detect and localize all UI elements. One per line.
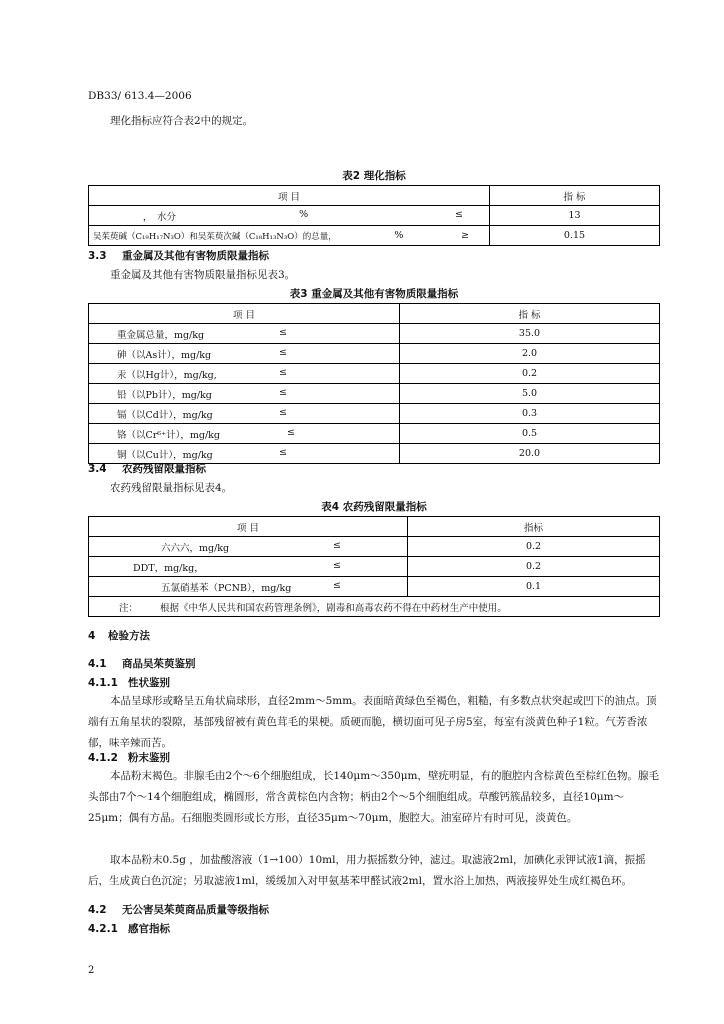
section-4-2-heading: 4.2 无公害吴茱萸商品质量等级指标 — [88, 904, 269, 916]
table-cell-item: DDT，mg/kg， ≤ — [89, 557, 408, 577]
table-cell-value: 5.0 — [400, 384, 660, 404]
table-row — [89, 424, 660, 444]
table-cell-item: 镉（以Cd计），mg/kg ≤ — [89, 404, 400, 424]
table-header-item: 项 目 — [89, 304, 400, 324]
table-cell-value: 0.5 — [400, 424, 660, 444]
table-header-value: 指 标 — [400, 304, 660, 324]
table-header-item: 项 目 — [89, 517, 408, 537]
table-cell-value: 0.15 — [490, 226, 660, 246]
section-4-1-2-heading: 4.1.2 粉末鉴别 — [88, 752, 170, 764]
table-header-row — [89, 186, 660, 206]
section-3-3-heading: 3.3 重金属及其他有害物质限量指标 — [88, 250, 269, 262]
section-4-2-1-heading: 4.2.1 感官指标 — [88, 923, 170, 935]
item-name: 吴茱萸碱（C₁₉H₁₇N₃O）和吴茱萸次碱（C₁₈H₁₃N₃O）的总量， — [93, 231, 337, 242]
item-unit: % — [299, 208, 309, 220]
table-header-value: 指 标 — [490, 186, 660, 206]
table-cell-item: 砷（以As计），mg/kg ≤ — [89, 344, 400, 364]
table-cell-value: 35.0 — [400, 324, 660, 344]
table-cell-item: 重金属总量，mg/kg ≤ — [89, 324, 400, 344]
table-row — [89, 384, 660, 404]
table-cell-value: 0.2 — [408, 557, 660, 577]
item-operator: ≥ — [461, 229, 469, 241]
table-cell-item — [89, 206, 490, 226]
table-note-row — [89, 597, 660, 617]
section-3-3-text: 重金属及其他有害物质限量指标见表3。 — [110, 269, 296, 281]
section-4-1-heading: 4.1 商品吴茱萸鉴别 — [88, 658, 196, 670]
table-cell-item: 六六六，mg/kg ≤ — [89, 537, 408, 557]
section-4-heading: 4 检验方法 — [88, 630, 150, 642]
table2-caption: 表2 理化指标 — [342, 170, 406, 182]
table4 — [88, 516, 660, 617]
table-row — [89, 206, 660, 226]
table-cell-value: 0.2 — [408, 537, 660, 557]
table-header-item: 项 目 — [89, 186, 490, 206]
item-sep: ， — [142, 211, 153, 223]
table-cell-item: 五氯硝基苯（PCNB），mg/kg ≤ — [89, 577, 408, 597]
table-cell-item — [89, 226, 490, 246]
table-cell-item: 汞（以Hg计），mg/kg, ≤ — [89, 364, 400, 384]
intro-text: 理化指标应符合表2中的规定。 — [110, 115, 254, 127]
section-4-1-1-heading: 4.1.1 性状鉴别 — [88, 677, 170, 689]
table-cell-value: 0.1 — [408, 577, 660, 597]
table-cell-value: 0.2 — [400, 364, 660, 384]
section-4-1-1-text: 本品呈球形或略呈五角状扁球形，直径2mm～5mm。表面暗黄绿色至褐色，粗糙，有多数点状突起或凹下的油点。顶端有五角星状的裂隙，基部残留被有黄色茸毛的果梗。质硬而脆，横切面可见子房5室，每室有淡黄色种子1粒。气芳香浓郁，味辛辣而苦。 — [88, 695, 657, 749]
table-cell-value: 0.3 — [400, 404, 660, 424]
table-cell-item: 铅（以Pb计），mg/kg ≤ — [89, 384, 400, 404]
table-header-row — [89, 304, 660, 324]
table-row — [89, 577, 660, 597]
table4-caption: 表4 农药残留限量指标 — [321, 501, 427, 513]
table3 — [88, 303, 660, 464]
table-row — [89, 537, 660, 557]
table-cell-item: 铜（以Cu计），mg/kg ≤ — [89, 444, 400, 464]
table-cell-item: 铬（以Cr⁶⁺计），mg/kg ≤ — [89, 424, 400, 444]
table-row — [89, 364, 660, 384]
section-3-4-heading: 3.4 农药残留限量指标 — [88, 463, 206, 475]
table-row — [89, 344, 660, 364]
section-4-1-2-text-2: 取本品粉末0.5g ，加盐酸溶液（1→100）10ml，用力振摇数分钟，滤过。取滤液2ml，加碘化汞钾试液1滴，振摇后，生成黄白色沉淀；另取滤液1ml，缓缓加入对甲氨基苯甲醛试液2ml，置水浴上加热，两液接界处生成红褐色环。 — [88, 854, 646, 887]
table-header-value: 指标 — [408, 517, 660, 537]
table-cell-value: 2.0 — [400, 344, 660, 364]
table3-caption: 表3 重金属及其他有害物质限量指标 — [289, 288, 459, 300]
table-note: 注： 根据《中华人民共和国农药管理条例》，剧毒和高毒农药不得在中药材生产中使用。 — [89, 597, 660, 617]
table-row — [89, 404, 660, 424]
section-3-4-text: 农药残留限量指标见表4。 — [110, 482, 233, 494]
table-row — [89, 324, 660, 344]
page-number: 2 — [88, 965, 95, 976]
item-unit: % — [394, 229, 404, 241]
table-row — [89, 226, 660, 246]
document-id: DB33/ 613.4—2006 — [88, 90, 192, 102]
table2 — [88, 185, 660, 246]
item-name: 水分 — [157, 211, 177, 223]
table-row — [89, 557, 660, 577]
item-operator: ≤ — [455, 208, 463, 220]
section-4-1-2-text: 本品粉末褐色。非腺毛由2个～6个细胞组成，长140μm～350μm，壁疣明显，有的胞腔内含棕黄色至棕红色物。腺毛头部由7个～14个细胞组成，椭圆形，常含黄棕色内含物；柄由2个～5个细胞组成。草酸钙簇晶较多，直径10μm～25μm；偶有方晶。石细胞类圆形或长方形，直径35μm～70μm，胞腔大。油室碎片有时可见，淡黄色。 — [88, 770, 660, 824]
table-header-row — [89, 517, 660, 537]
table-cell-value: 13 — [490, 206, 660, 226]
table-cell-value: 20.0 — [400, 444, 660, 464]
